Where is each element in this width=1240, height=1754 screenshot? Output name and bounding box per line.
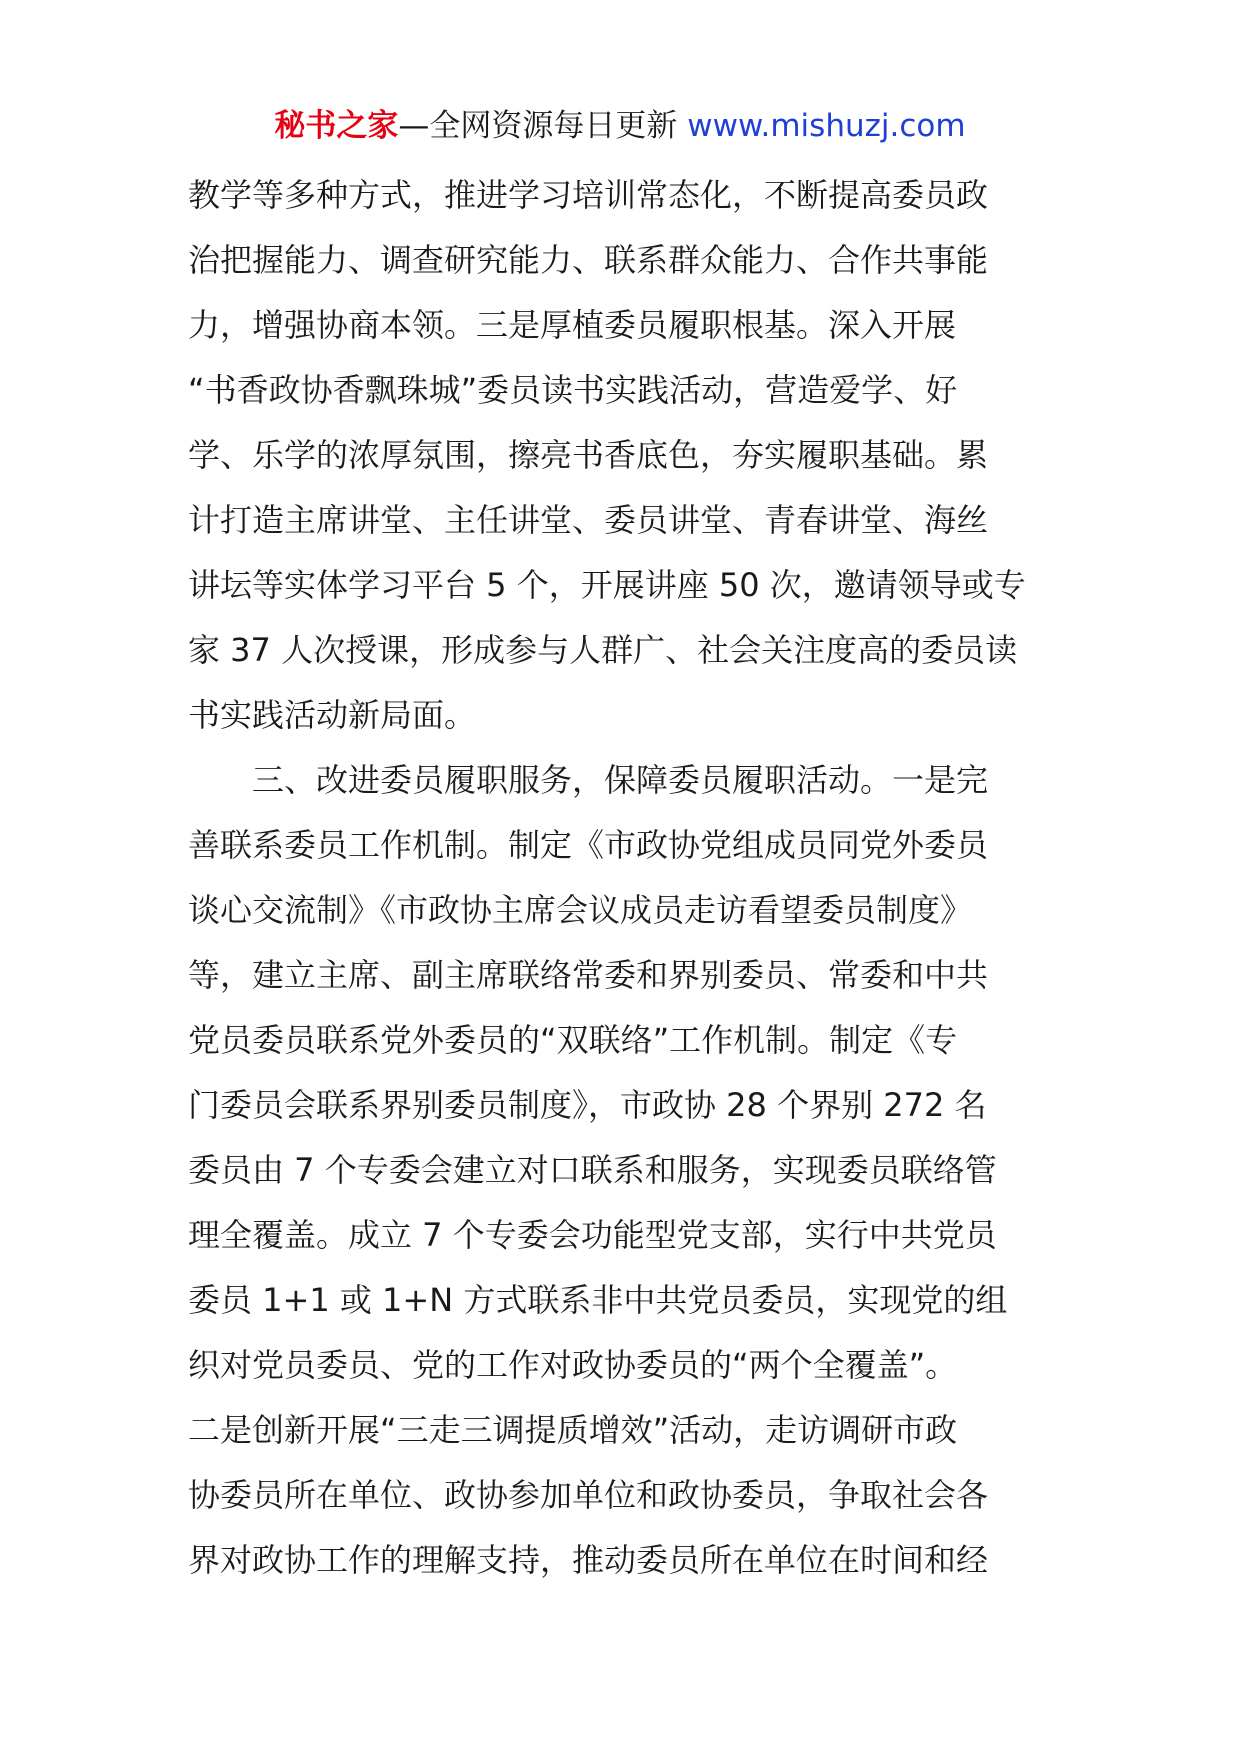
text-line: 委员由 7 个专委会建立对口联系和服务，实现委员联络管 bbox=[188, 1151, 997, 1189]
site-url-link[interactable]: www.mishuzj.com bbox=[687, 108, 966, 144]
text-line: 教学等多种方式，推进学习培训常态化，不断提高委员政 bbox=[188, 176, 989, 214]
text-line: 治把握能力、调查研究能力、联系群众能力、合作共事能 bbox=[188, 241, 989, 279]
text-line: 力，增强协商本领。三是厚植委员履职根基。深入开展 bbox=[188, 306, 957, 344]
text-line: 书实践活动新局面。 bbox=[188, 696, 477, 734]
text-line: 等，建立主席、副主席联络常委和界别委员、常委和中共 bbox=[188, 956, 989, 994]
text-line: 织对党员委员、党的工作对政协委员的“两个全覆盖”。 bbox=[188, 1346, 958, 1384]
text-line: 委员 1+1 或 1+N 方式联系非中共党员委员，实现党的组 bbox=[188, 1281, 1008, 1319]
text-line: 谈心交流制》《市政协主席会议成员走访看望委员制度》 bbox=[188, 891, 973, 929]
text-line: 界对政协工作的理解支持，推动委员所在单位在时间和经 bbox=[188, 1541, 989, 1579]
text-line: 理全覆盖。成立 7 个专委会功能型党支部，实行中共党员 bbox=[188, 1216, 997, 1254]
text-line: 协委员所在单位、政协参加单位和政协委员，争取社会各 bbox=[188, 1476, 989, 1514]
document-body bbox=[188, 163, 1068, 1593]
text-line: 三、改进委员履职服务，保障委员履职活动。一是完 bbox=[252, 761, 989, 799]
site-slogan: —全网资源每日更新 bbox=[398, 108, 678, 144]
text-line: 讲坛等实体学习平台 5 个，开展讲座 50 次，邀请领导或专 bbox=[188, 566, 1026, 604]
site-header bbox=[0, 104, 1240, 148]
text-line: 家 37 人次授课，形成参与人群广、社会关注度高的委员读 bbox=[188, 631, 1018, 669]
text-line: 门委员会联系界别委员制度》，市政协 28 个界别 272 名 bbox=[188, 1086, 987, 1124]
text-line: 计打造主席讲堂、主任讲堂、委员讲堂、青春讲堂、海丝 bbox=[188, 501, 989, 539]
text-line: “书香政协香飘珠城”委员读书实践活动，营造爱学、好 bbox=[188, 371, 958, 409]
text-line: 善联系委员工作机制。制定《市政协党组成员同党外委员 bbox=[188, 826, 989, 864]
text-line: 二是创新开展“三走三调提质增效”活动，走访调研市政 bbox=[188, 1411, 958, 1449]
text-line: 学、乐学的浓厚氛围，擦亮书香底色，夯实履职基础。累 bbox=[188, 436, 989, 474]
site-brand: 秘书之家 bbox=[274, 108, 399, 144]
text-line: 党员委员联系党外委员的“双联络”工作机制。制定《专 bbox=[188, 1021, 958, 1059]
